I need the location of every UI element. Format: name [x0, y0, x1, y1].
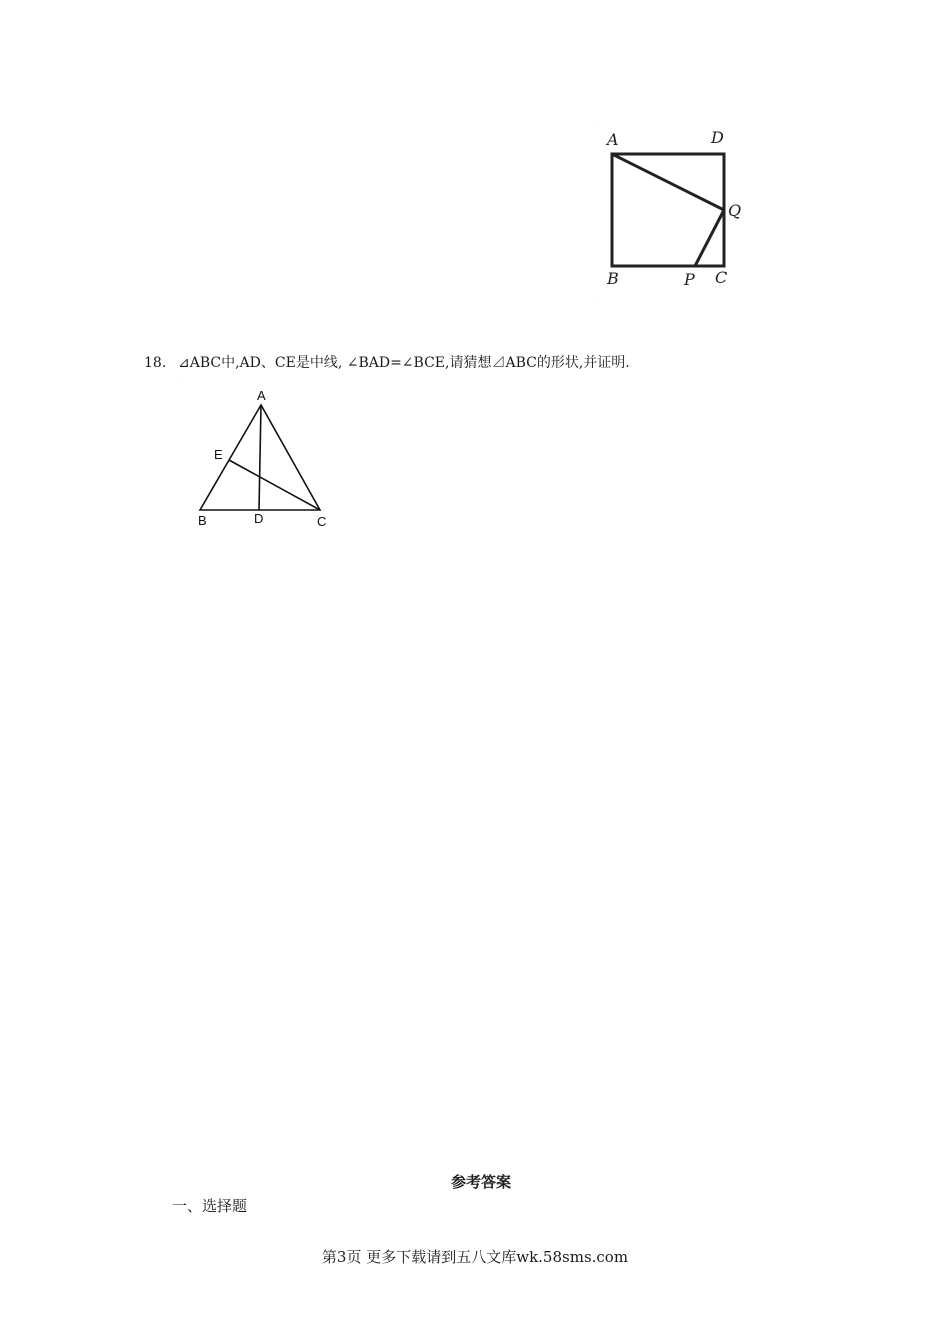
- segment-qp: [695, 210, 724, 266]
- label-b: B: [198, 513, 207, 528]
- square-abcd-diagram: [594, 122, 752, 300]
- square-outline: [612, 154, 724, 266]
- label-c: C: [317, 514, 327, 529]
- question-number: 18.: [144, 355, 167, 371]
- label-c: C: [715, 268, 728, 287]
- label-b: B: [607, 269, 619, 288]
- section-heading-multiple-choice: 一、选择题: [172, 1197, 248, 1215]
- square-abcd-figure: [594, 122, 752, 300]
- question-text: ⊿ABC中,AD、CE是中线, ∠BAD=∠BCE,请猜想⊿ABC的形状,并证明.: [178, 355, 630, 371]
- segment-aq: [612, 154, 724, 210]
- label-d: D: [711, 128, 724, 147]
- label-q: Q: [728, 201, 742, 220]
- median-ad: [259, 405, 261, 510]
- triangle-abc-figure: [179, 378, 344, 545]
- question-18: [144, 352, 630, 372]
- label-d: D: [254, 511, 264, 526]
- label-p: P: [684, 270, 695, 289]
- page-footer: 第3页 更多下载请到五八文库wk.58sms.com: [321, 1248, 629, 1266]
- answers-title: 参考答案: [450, 1173, 511, 1191]
- label-a: A: [257, 388, 266, 403]
- label-e: E: [214, 447, 223, 462]
- label-a: A: [607, 130, 619, 149]
- triangle-abc-diagram: [179, 378, 344, 545]
